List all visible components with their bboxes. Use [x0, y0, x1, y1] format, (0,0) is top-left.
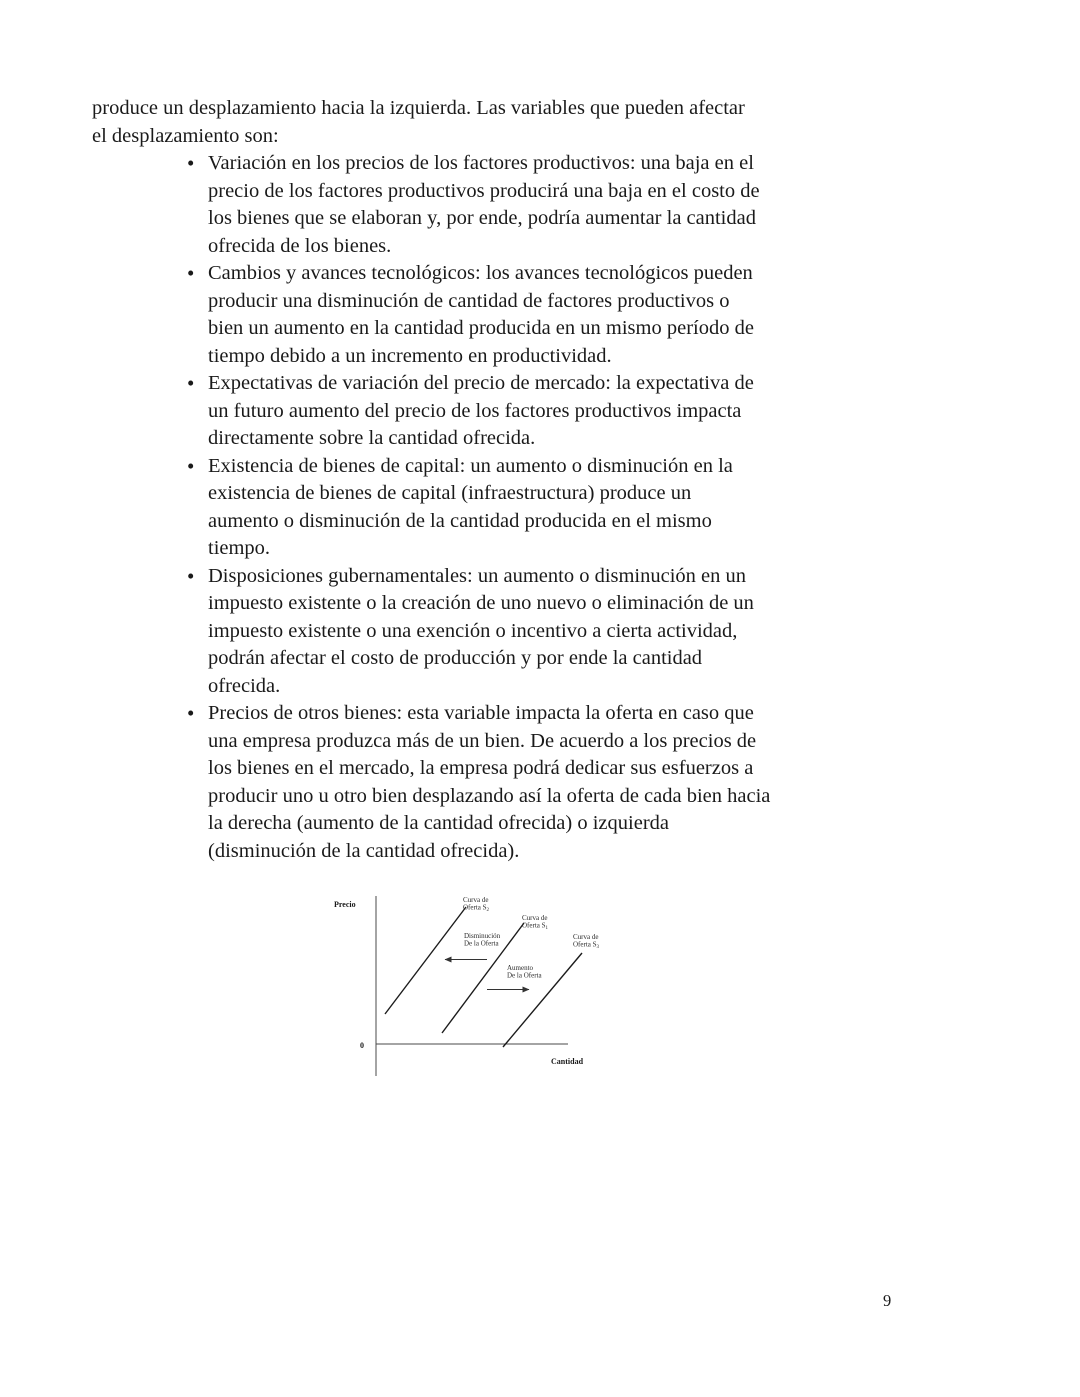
y-axis-label: Precio — [334, 900, 356, 909]
curve-label-S2: Oferta $S_2$ — [463, 903, 490, 913]
curve-label-S2: Curva de — [463, 896, 489, 904]
list-item-line: • Precios de otros bienes: esta variable impacta la oferta en caso que — [208, 702, 754, 724]
list-item-line: (disminución de la cantidad ofrecida). — [208, 839, 520, 862]
list-item-line: los bienes en el mercado, la empresa podrá dedicar sus esfuerzos a — [208, 757, 754, 779]
list-item-line: la derecha (aumento de la cantidad ofrecida) o izquierda — [208, 812, 669, 834]
list-item-line: producir una disminución de cantidad de factores productivos o — [208, 289, 730, 312]
x-axis-label: Cantidad — [551, 1057, 584, 1066]
list-item-line: • Existencia de bienes de capital: un aumento o disminución en la — [208, 454, 733, 477]
shift-label-right: Aumento — [507, 964, 534, 972]
list-item — [208, 700, 992, 865]
supply-curve-S2 — [385, 907, 466, 1014]
list-item-line: podrán afectar el costo de producción y por ende la cantidad — [208, 647, 703, 669]
shift-label-left: Disminución — [464, 932, 501, 940]
list-item-line: una empresa produzca más de un bien. De acuerdo a los precios de — [208, 729, 757, 752]
list-item-line: • Expectativas de variación del precio de mercado: la expectativa de — [208, 372, 754, 394]
page-content — [92, 95, 992, 865]
list-item-line: tiempo. — [208, 537, 271, 559]
list-item-line: los bienes que se elaboran y, por ende, podría aumentar la cantidad — [208, 207, 756, 229]
curve-label-S1: Oferta $S_1$ — [522, 921, 549, 931]
list-item-line: ofrecida de los bienes. — [208, 234, 392, 257]
intro-line: el desplazamiento son: — [92, 124, 279, 147]
list-item-line: • Variación en los precios de los factores productivos: una baja en el — [208, 152, 754, 174]
page-number: 9 — [883, 1291, 892, 1310]
curve-label-S3: Oferta $S_3$ — [573, 940, 600, 950]
curve-label-S1: Curva de — [522, 914, 548, 922]
list-item — [208, 563, 992, 701]
supply-shift-chart — [330, 890, 620, 1090]
intro-line: produce un desplazamiento hacia la izquierda. Las variables que pueden afectar — [92, 97, 745, 119]
bullet-list — [92, 150, 992, 865]
list-item-line: tiempo debido a un incremento en productividad. — [208, 344, 612, 367]
list-item-line: bien un aumento en la cantidad producida en un mismo período de — [208, 317, 754, 339]
list-item-line: precio de los factores productivos producirá una baja en el costo de — [208, 179, 760, 202]
list-item-line: ofrecida. — [208, 674, 281, 697]
list-item-line: un futuro aumento del precio de los factores productivos impacta — [208, 399, 742, 422]
curve-label-S3: Curva de — [573, 933, 599, 941]
origin-label: 0 — [360, 1041, 364, 1050]
shift-label-right: De la Oferta — [507, 971, 542, 980]
list-item-line: • Disposiciones gubernamentales: un aumento o disminución en un — [208, 564, 747, 587]
list-item — [208, 453, 992, 563]
list-item — [208, 150, 992, 260]
list-item-line: aumento o disminución de la cantidad producida en el mismo — [208, 509, 712, 532]
list-item-line: impuesto existente o una exención o incentivo a cierta actividad, — [208, 619, 738, 642]
shift-label-left: De la Oferta — [464, 939, 499, 948]
list-item — [208, 370, 992, 453]
list-item-line: producir uno u otro bien desplazando así la oferta de cada bien hacia — [208, 784, 771, 807]
list-item-line: • Cambios y avances tecnológicos: los avances tecnológicos pueden — [208, 262, 753, 284]
list-item-line: directamente sobre la cantidad ofrecida. — [208, 427, 536, 449]
list-item-line: existencia de bienes de capital (infraestructura) produce un — [208, 482, 692, 504]
intro-paragraph — [92, 95, 992, 150]
list-item-line: impuesto existente o la creación de uno nuevo o eliminación de un — [208, 592, 754, 614]
supply-chart-svg — [330, 890, 620, 1090]
list-item — [208, 260, 992, 370]
